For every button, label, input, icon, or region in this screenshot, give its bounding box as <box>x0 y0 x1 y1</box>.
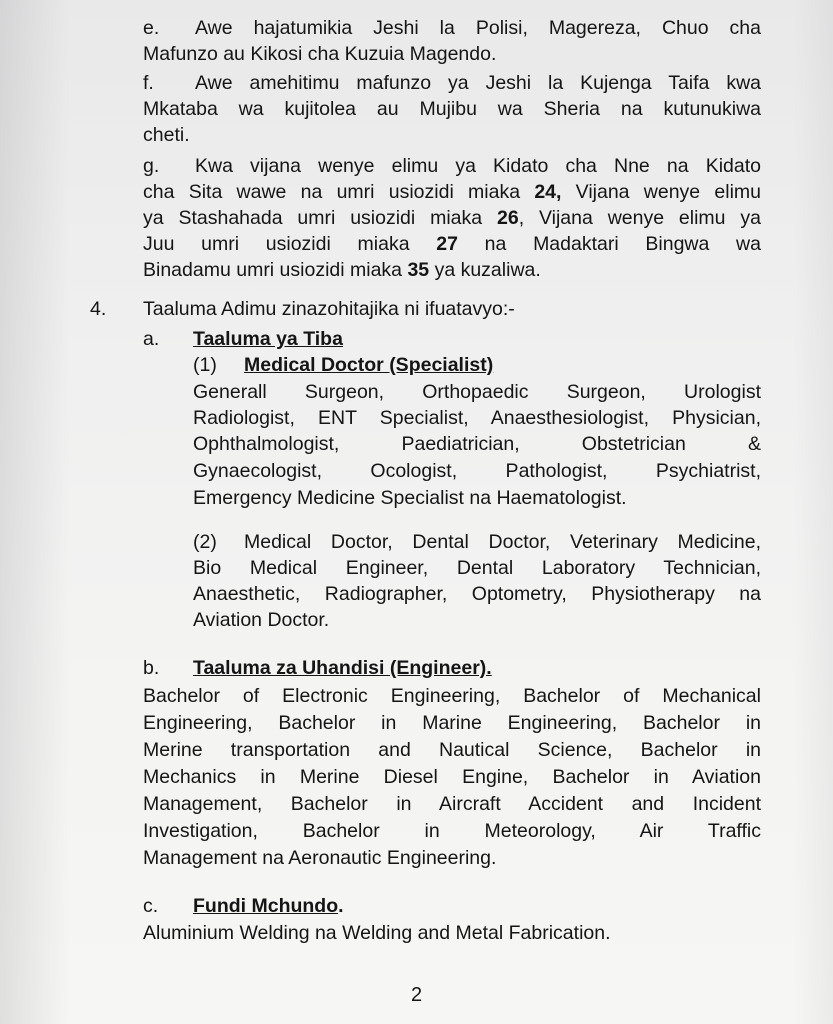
subsection-b-line-6: Investigation, Bachelor in Meteorology, Air Traffic <box>143 820 761 842</box>
subsection-b-line-1: Bachelor of Electronic Engineering, Bachelor of Mechanical <box>143 685 761 707</box>
item-e-line-1: Awe hajatumikia Jeshi la Polisi, Magereza, Chuo cha <box>195 17 761 39</box>
subsection-c-heading-wrap <box>193 893 344 919</box>
item-g-line-3-text: ya Stashahada umri usiozidi miaka <box>143 207 497 229</box>
subsection-c-line-1: Aluminium Welding na Welding and Metal Fabrication. <box>143 922 611 944</box>
sub1-line-4: Gynaecologist, Ocologist, Pathologist, Psychiatrist, <box>193 460 761 482</box>
subsection-a-heading: Taaluma ya Tiba <box>193 328 343 350</box>
item-g-line-4 <box>143 231 761 257</box>
age-limit-24: 24, <box>534 181 562 203</box>
item-g-line-4-text: Juu umri usiozidi miaka <box>143 233 437 255</box>
page-shadow-right <box>793 0 833 1024</box>
age-limit-26: 26 <box>496 207 519 229</box>
subsection-b-line-4: Mechanics in Merine Diesel Engine, Bachelor in Aviation <box>143 766 761 788</box>
age-limit-35: 35 <box>407 259 430 281</box>
subsection-b-heading: Taaluma za Uhandisi (Engineer). <box>193 657 492 679</box>
section-4-intro: Taaluma Adimu zinazohitajika ni ifuatavyo:- <box>143 298 515 320</box>
sub1-label: (1) <box>193 354 217 376</box>
subsection-c-label: c. <box>143 895 159 917</box>
item-g-line-2-text: cha Sita wawe na umri usiozidi miaka <box>143 181 535 203</box>
sub2-line-2: Bio Medical Engineer, Dental Laboratory Technician, <box>193 557 761 579</box>
page-number: 2 <box>410 984 423 1006</box>
subsection-b-line-5: Management, Bachelor in Aircraft Accident and Incident <box>143 793 761 815</box>
sub2-line-3: Anaesthetic, Radiographer, Optometry, Physiotherapy na <box>193 583 761 605</box>
subsection-b-line-3: Merine transportation and Nautical Science, Bachelor in <box>143 739 761 761</box>
item-g-line-3 <box>143 205 761 231</box>
subsection-b-line-2: Engineering, Bachelor in Marine Engineering, Bachelor in <box>143 712 761 734</box>
item-f-line-2: Mkataba wa kujitolea au Mujibu wa Sheria na kutunukiwa <box>143 98 761 120</box>
item-g-line-1: Kwa vijana wenye elimu ya Kidato cha Nne na Kidato <box>195 155 761 177</box>
subsection-c-heading-period: . <box>338 895 344 917</box>
item-e-line-2: Mafunzo au Kikosi cha Kuzuia Magendo. <box>143 43 497 65</box>
item-e-label: e. <box>143 17 160 39</box>
sub2-line-1: Medical Doctor, Dental Doctor, Veterinary Medicine, <box>244 531 761 553</box>
page-shadow-left <box>0 0 70 1024</box>
subsection-a-label: a. <box>143 328 160 350</box>
item-g-line-2 <box>143 179 761 205</box>
subsection-b-line-7: Management na Aeronautic Engineering. <box>143 847 497 869</box>
sub1-heading: Medical Doctor (Specialist) <box>244 354 494 376</box>
item-g-line-5-tail: ya kuzaliwa. <box>429 259 541 281</box>
item-g-line-5 <box>143 257 541 283</box>
section-4-number: 4. <box>90 298 107 320</box>
item-f-line-3: cheti. <box>143 124 190 146</box>
sub1-line-1: Generall Surgeon, Orthopaedic Surgeon, Urologist <box>193 381 761 403</box>
subsection-b-label: b. <box>143 657 160 679</box>
sub1-line-2: Radiologist, ENT Specialist, Anaesthesiologist, Physician, <box>193 407 761 429</box>
sub2-label: (2) <box>193 531 217 553</box>
item-g-line-2-tail: Vijana wenye elimu <box>561 181 761 203</box>
sub1-line-3: Ophthalmologist, Paediatrician, Obstetrician & <box>193 433 761 455</box>
item-g-label: g. <box>143 155 160 177</box>
item-g-line-4-tail: na Madaktari Bingwa wa <box>457 233 761 255</box>
sub1-line-5: Emergency Medicine Specialist na Haematologist. <box>193 487 627 509</box>
subsection-c-heading: Fundi Mchundo <box>193 895 339 917</box>
item-g-line-3-tail: , Vijana wenye elimu ya <box>518 207 761 229</box>
item-f-line-1: Awe amehitimu mafunzo ya Jeshi la Kujenga Taifa kwa <box>195 72 761 94</box>
item-f-label: f. <box>143 72 154 94</box>
item-g-line-5-text: Binadamu umri usiozidi miaka <box>143 259 408 281</box>
age-limit-27: 27 <box>436 233 458 255</box>
sub2-line-4: Aviation Doctor. <box>193 609 330 631</box>
